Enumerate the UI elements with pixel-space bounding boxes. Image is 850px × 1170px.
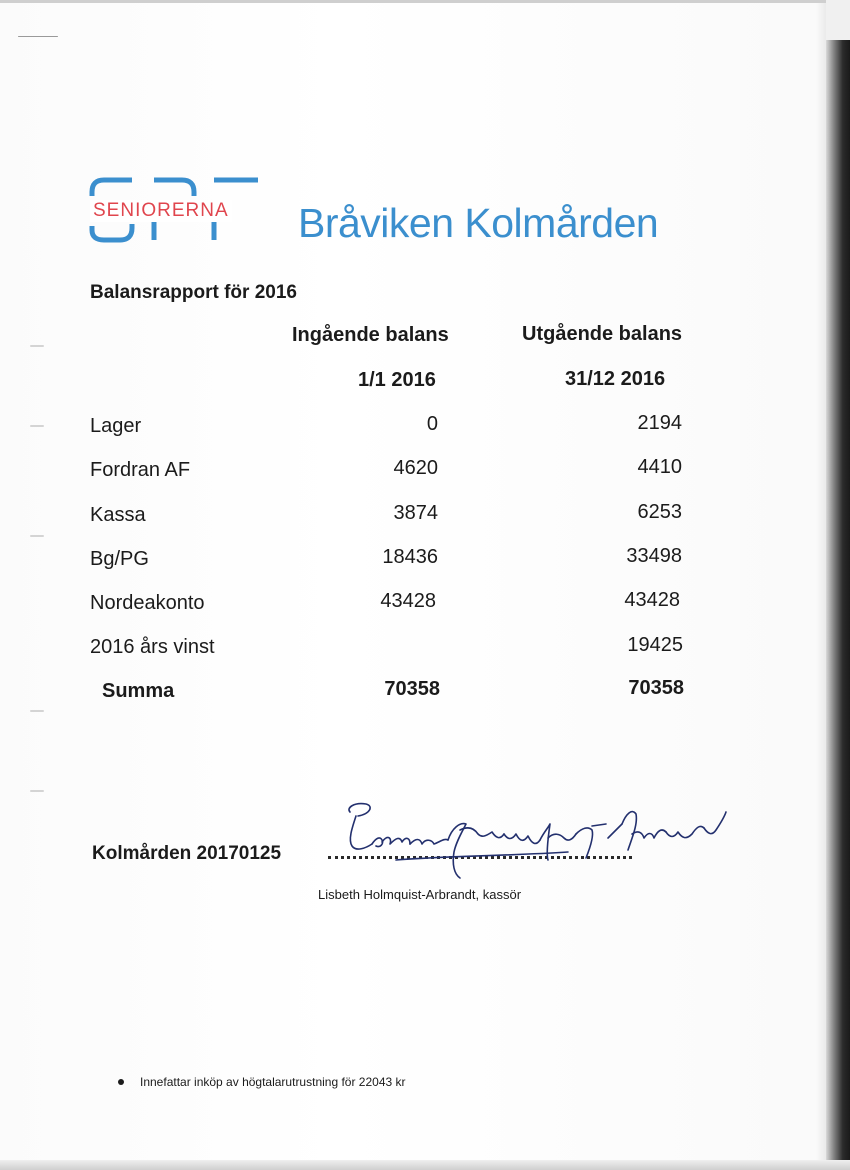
footnote-text: Innefattar inköp av högtalarutrustning för 22043 kr: [140, 1075, 406, 1089]
opening-value: 43428: [380, 590, 436, 612]
closing-total: 70358: [628, 677, 684, 699]
page-edge-top: [0, 0, 850, 3]
footnote: [118, 1075, 406, 1089]
scanner-shadow-right: [826, 0, 850, 1170]
opening-balance-date: 1/1 2016: [358, 369, 436, 391]
scan-mark: [18, 36, 58, 37]
signature-place-date: Kolmården 20170125: [92, 843, 282, 864]
brand-wordmark: SENIORERNA: [90, 200, 232, 222]
organization-name: Bråviken Kolmården: [298, 200, 659, 246]
signer-name: Lisbeth Holmquist-Arbrandt, kassör: [318, 887, 522, 902]
scan-mark: [30, 345, 44, 347]
bullet-icon: [118, 1079, 124, 1085]
scan-mark: [30, 790, 44, 792]
row-label: Nordeakonto: [90, 592, 205, 614]
closing-balance-heading: Utgående balans: [522, 323, 683, 345]
closing-value: 43428: [624, 589, 680, 611]
scanner-edge-light: [826, 0, 850, 40]
spf-logo: [84, 174, 266, 246]
page-edge-bottom: [0, 1160, 850, 1170]
opening-value: 18436: [382, 546, 438, 568]
row-label: Fordran AF: [90, 459, 191, 481]
row-label: Lager: [90, 415, 142, 437]
closing-balance-date: 31/12 2016: [565, 368, 666, 390]
row-label: 2016 års vinst: [90, 636, 215, 658]
handwritten-signature: [336, 798, 736, 888]
opening-value: 3874: [393, 502, 438, 524]
opening-total: 70358: [384, 678, 440, 700]
row-label: Kassa: [90, 504, 146, 526]
row-label: Bg/PG: [90, 548, 149, 570]
closing-value: 6253: [637, 501, 682, 523]
scan-mark: [30, 425, 44, 427]
closing-value: 2194: [637, 412, 682, 434]
closing-value: 19425: [627, 634, 683, 656]
opening-balance-heading: Ingående balans: [292, 324, 449, 346]
total-label: Summa: [102, 680, 175, 702]
closing-value: 33498: [626, 545, 682, 567]
scan-mark: [30, 535, 44, 537]
opening-value: 0: [426, 413, 438, 435]
opening-value: 4620: [393, 457, 438, 479]
report-title: Balansrapport för 2016: [90, 282, 297, 303]
scan-mark: [30, 710, 44, 712]
closing-value: 4410: [637, 456, 682, 478]
